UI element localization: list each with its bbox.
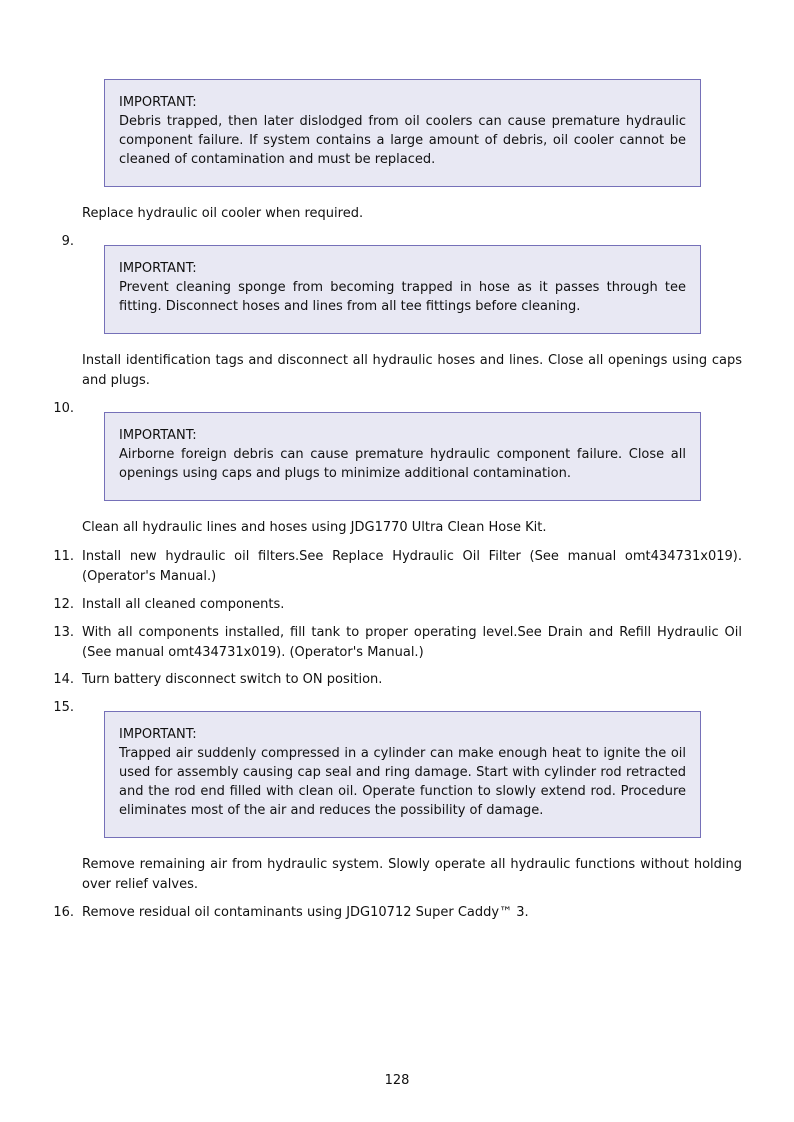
step-9-number: 9. [61,234,74,249]
step-14-number: 14. [53,672,74,687]
important-notice [104,245,701,334]
step-11-text: Install new hydraulic oil filters.See Replace Hydraulic Oil Filter (See manual omt434731x019). (Operator's Manual.) [82,549,742,584]
step-15-number: 15. [53,700,74,715]
important-notice [104,412,701,501]
step-11-number: 11. [53,549,74,564]
notice-heading: IMPORTANT: [119,727,197,742]
step-8-text: Replace hydraulic oil cooler when required. [82,206,364,221]
notice-body: Debris trapped, then later dislodged from oil coolers can cause premature hydraulic component failure. If system contains a large amount of debris, oil cooler cannot be cleaned of contamination and must be replaced. [119,114,686,167]
step-15-text: Remove remaining air from hydraulic system. Slowly operate all hydraulic functions without holding over relief valves. [82,857,742,892]
step-9-text: Install identification tags and disconnect all hydraulic hoses and lines. Close all openings using caps and plugs. [82,353,742,388]
step-12-text: Install all cleaned components. [82,597,285,612]
notice-body: Airborne foreign debris can cause premature hydraulic component failure. Close all openings using caps and plugs to minimize additional contamination. [119,447,686,481]
notice-body: Trapped air suddenly compressed in a cylinder can make enough heat to ignite the oil used for assembly causing cap seal and ring damage. Start with cylinder rod retracted and the rod end filled with clean oil. Operate function to slowly extend rod. Procedure eliminates most of the air and reduces the possibility of damage. [119,746,686,818]
step-14-text: Turn battery disconnect switch to ON position. [82,672,383,687]
step-13-text: With all components installed, fill tank to proper operating level.See Drain and Refill Hydraulic Oil (See manual omt434731x019). (Operator's Manual.) [82,625,742,660]
step-16-number: 16. [53,905,74,920]
step-12-number: 12. [53,597,74,612]
page-number: 128 [384,1073,410,1088]
step-10-number: 10. [53,401,74,416]
notice-body: Prevent cleaning sponge from becoming trapped in hose as it passes through tee fitting. Disconnect hoses and lines from all tee fittings before cleaning. [119,280,686,314]
step-16-text: Remove residual oil contaminants using JDG10712 Super Caddy™ 3. [82,905,529,920]
important-notice [104,711,701,838]
notice-heading: IMPORTANT: [119,95,197,110]
important-notice [104,79,701,187]
notice-heading: IMPORTANT: [119,428,197,443]
step-10-text: Clean all hydraulic lines and hoses using JDG1770 Ultra Clean Hose Kit. [82,520,547,535]
notice-heading: IMPORTANT: [119,261,197,276]
step-13-number: 13. [53,625,74,640]
